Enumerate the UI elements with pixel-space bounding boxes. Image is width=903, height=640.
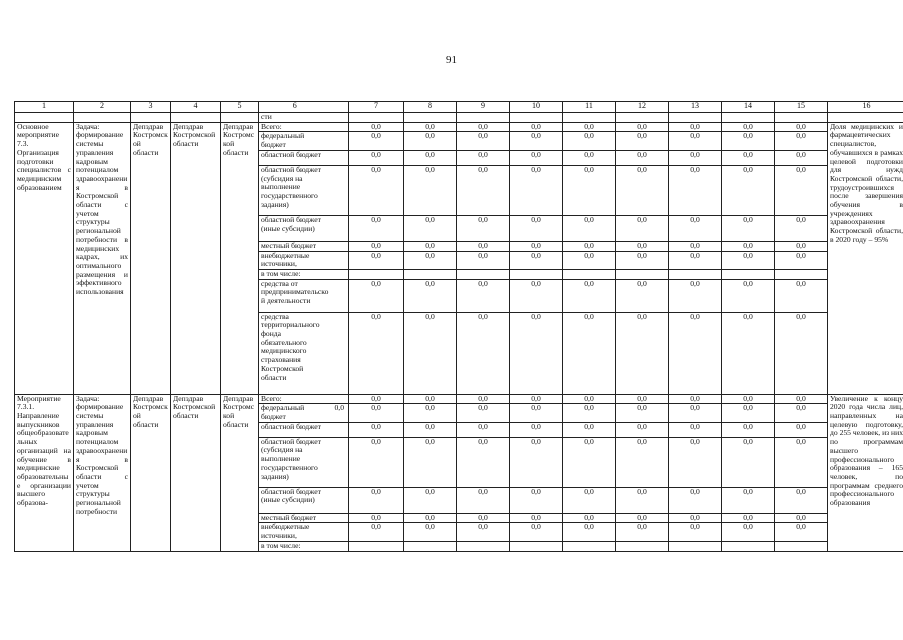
value-cell: 0,0 — [457, 312, 510, 394]
spacer-cell — [331, 241, 349, 251]
value-cell: 0,0 — [510, 165, 563, 215]
value-cell: 0,0 — [775, 523, 828, 541]
funding-source-cell: средства от предпринимательской деятельности — [259, 279, 331, 312]
value-cell: 0,0 — [616, 150, 669, 165]
value-cell: 0,0 — [775, 312, 828, 394]
activity-cell: Мероприятие 7.3.1. Направление выпускников общеобразовательных организаций на обучение в медицинские образовательные организации высшего образова- — [15, 394, 74, 551]
empty-cell — [171, 113, 221, 123]
funding-source-cell: областной бюджет (иные субсидии) — [259, 487, 331, 513]
value-cell: 0,0 — [722, 394, 775, 404]
value-cell: 0,0 — [349, 523, 404, 541]
value-cell: 0,0 — [349, 122, 404, 132]
value-cell: 0,0 — [616, 279, 669, 312]
value-cell: 0,0 — [775, 150, 828, 165]
value-cell: 0,0 — [775, 122, 828, 132]
value-cell: 0,0 — [563, 513, 616, 523]
budget-table — [14, 101, 903, 552]
value-cell: 0,0 — [510, 279, 563, 312]
funding-source-cell: средства территориального фонда обязательного медицинского страхования Костромской области — [259, 312, 331, 394]
value-cell: 0,0 — [563, 394, 616, 404]
header-cell: 6 — [259, 102, 331, 113]
value-cell: 0,0 — [563, 279, 616, 312]
value-cell: 0,0 — [616, 394, 669, 404]
funding-source-cell: местный бюджет — [259, 513, 331, 523]
value-cell — [669, 541, 722, 551]
header-cell: 8 — [404, 102, 457, 113]
value-cell: 0,0 — [669, 312, 722, 394]
header-cell: 13 — [669, 102, 722, 113]
value-cell: 0,0 — [457, 150, 510, 165]
value-cell: 0,0 — [349, 279, 404, 312]
value-cell: 0,0 — [349, 165, 404, 215]
value-cell: 0,0 — [510, 523, 563, 541]
value-cell: 0,0 — [722, 437, 775, 487]
value-cell — [722, 269, 775, 279]
task-cell: Задача: формирование системы управления кадровым потенциалом здравоохранения в Костромской области с учетом структуры региональной потребности в медицинских кадрах, их оптимального размещения и эффективного использования — [74, 122, 131, 394]
value-cell: 0,0 — [457, 165, 510, 215]
continuation-text: сти — [259, 113, 331, 123]
value-cell: 0,0 — [563, 404, 616, 422]
value-cell: 0,0 — [669, 279, 722, 312]
value-cell: 0,0 — [563, 437, 616, 487]
value-cell: 0,0 — [349, 513, 404, 523]
value-cell: 0,0 — [669, 404, 722, 422]
value-cell: 0,0 — [563, 165, 616, 215]
value-cell: 0,0 — [510, 404, 563, 422]
value-cell: 0,0 — [331, 404, 349, 422]
value-cell: 0,0 — [616, 251, 669, 269]
value-cell: 0,0 — [404, 132, 457, 150]
table-header — [15, 102, 903, 113]
value-cell: 0,0 — [616, 215, 669, 241]
value-cell: 0,0 — [722, 422, 775, 437]
value-cell: 0,0 — [457, 251, 510, 269]
spacer-cell — [331, 165, 349, 215]
spacer-cell — [331, 251, 349, 269]
spacer-cell — [331, 122, 349, 132]
header-cell: 9 — [457, 102, 510, 113]
value-cell: 0,0 — [722, 165, 775, 215]
value-cell: 0,0 — [510, 422, 563, 437]
value-cell: 0,0 — [349, 251, 404, 269]
header-cell: 1 — [15, 102, 74, 113]
empty-cell — [563, 113, 616, 123]
value-cell: 0,0 — [616, 513, 669, 523]
value-cell: 0,0 — [669, 437, 722, 487]
header-cell — [331, 102, 349, 113]
value-cell: 0,0 — [404, 122, 457, 132]
value-cell: 0,0 — [457, 437, 510, 487]
value-cell: 0,0 — [510, 513, 563, 523]
value-cell: 0,0 — [616, 132, 669, 150]
empty-cell — [457, 113, 510, 123]
value-cell: 0,0 — [722, 132, 775, 150]
value-cell: 0,0 — [563, 523, 616, 541]
value-cell: 0,0 — [722, 523, 775, 541]
value-cell: 0,0 — [775, 422, 828, 437]
table-row — [15, 122, 903, 132]
value-cell: 0,0 — [404, 241, 457, 251]
value-cell — [404, 541, 457, 551]
value-cell: 0,0 — [457, 523, 510, 541]
value-cell: 0,0 — [669, 150, 722, 165]
page-number: 91 — [446, 54, 457, 66]
value-cell: 0,0 — [349, 422, 404, 437]
value-cell — [510, 269, 563, 279]
value-cell: 0,0 — [349, 404, 404, 422]
funding-source-cell: внебюджетные источники, — [259, 251, 331, 269]
value-cell: 0,0 — [669, 513, 722, 523]
value-cell: 0,0 — [669, 241, 722, 251]
value-cell: 0,0 — [510, 122, 563, 132]
value-cell: 0,0 — [669, 215, 722, 241]
value-cell: 0,0 — [563, 122, 616, 132]
participant-cell: Депздрав Костромской области — [221, 122, 259, 394]
value-cell: 0,0 — [349, 312, 404, 394]
value-cell: 0,0 — [404, 437, 457, 487]
spacer-cell — [331, 541, 349, 551]
value-cell: 0,0 — [457, 404, 510, 422]
value-cell: 0,0 — [510, 394, 563, 404]
spacer-cell — [331, 215, 349, 241]
spacer-cell — [331, 523, 349, 541]
header-row — [15, 102, 903, 113]
funding-source-cell: областной бюджет — [259, 422, 331, 437]
value-cell: 0,0 — [669, 422, 722, 437]
value-cell: 0,0 — [616, 487, 669, 513]
value-cell: 0,0 — [669, 251, 722, 269]
value-cell — [616, 269, 669, 279]
executor-cell: Депздрав Костромской области — [131, 122, 171, 394]
value-cell: 0,0 — [775, 513, 828, 523]
value-cell: 0,0 — [775, 165, 828, 215]
value-cell — [563, 541, 616, 551]
value-cell: 0,0 — [349, 215, 404, 241]
spacer-cell — [331, 437, 349, 487]
value-cell: 0,0 — [616, 241, 669, 251]
value-cell: 0,0 — [404, 523, 457, 541]
value-cell: 0,0 — [722, 279, 775, 312]
value-cell: 0,0 — [722, 487, 775, 513]
value-cell: 0,0 — [510, 215, 563, 241]
value-cell: 0,0 — [457, 422, 510, 437]
funding-source-cell: областной бюджет — [259, 150, 331, 165]
value-cell: 0,0 — [616, 422, 669, 437]
value-cell: 0,0 — [563, 132, 616, 150]
value-cell: 0,0 — [510, 251, 563, 269]
funding-source-cell: областной бюджет (иные субсидии) — [259, 215, 331, 241]
value-cell: 0,0 — [722, 404, 775, 422]
value-cell: 0,0 — [457, 132, 510, 150]
value-cell — [616, 541, 669, 551]
value-cell: 0,0 — [722, 215, 775, 241]
table-body — [15, 113, 903, 552]
empty-cell — [221, 113, 259, 123]
value-cell: 0,0 — [404, 150, 457, 165]
value-cell — [510, 541, 563, 551]
empty-cell — [15, 113, 74, 123]
value-cell — [775, 269, 828, 279]
value-cell: 0,0 — [775, 215, 828, 241]
result-cell: Увеличение к концу 2020 года числа лиц, направленных на целевую подготовку, до 255 человек, из них по программам высшего профессионального образования – 165 человек, по программам среднего профессионального образования — [828, 394, 903, 551]
value-cell: 0,0 — [775, 251, 828, 269]
header-cell: 4 — [171, 102, 221, 113]
funding-source-cell: областной бюджет (субсидия на выполнение государственного задания) — [259, 165, 331, 215]
value-cell: 0,0 — [349, 241, 404, 251]
value-cell — [722, 541, 775, 551]
spacer-cell — [331, 513, 349, 523]
value-cell: 0,0 — [349, 132, 404, 150]
value-cell: 0,0 — [457, 215, 510, 241]
value-cell: 0,0 — [775, 487, 828, 513]
spacer-cell — [331, 279, 349, 312]
value-cell: 0,0 — [563, 422, 616, 437]
spacer-cell — [331, 394, 349, 404]
funding-source-cell: Всего: — [259, 394, 331, 404]
value-cell — [349, 541, 404, 551]
header-cell: 15 — [775, 102, 828, 113]
empty-cell — [616, 113, 669, 123]
value-cell — [775, 541, 828, 551]
empty-cell — [510, 113, 563, 123]
value-cell: 0,0 — [404, 251, 457, 269]
value-cell — [669, 269, 722, 279]
funding-source-cell: внебюджетные источники, — [259, 523, 331, 541]
value-cell: 0,0 — [775, 241, 828, 251]
funding-source-cell: федеральный бюджет — [259, 404, 331, 422]
value-cell: 0,0 — [404, 279, 457, 312]
value-cell: 0,0 — [404, 404, 457, 422]
value-cell: 0,0 — [563, 241, 616, 251]
empty-cell — [722, 113, 775, 123]
value-cell: 0,0 — [510, 437, 563, 487]
value-cell: 0,0 — [616, 122, 669, 132]
header-cell: 7 — [349, 102, 404, 113]
value-cell: 0,0 — [616, 437, 669, 487]
funding-source-cell: местный бюджет — [259, 241, 331, 251]
value-cell: 0,0 — [404, 165, 457, 215]
value-cell: 0,0 — [775, 394, 828, 404]
empty-cell — [74, 113, 131, 123]
header-cell: 2 — [74, 102, 131, 113]
value-cell: 0,0 — [404, 215, 457, 241]
value-cell: 0,0 — [775, 132, 828, 150]
value-cell: 0,0 — [775, 279, 828, 312]
value-cell: 0,0 — [669, 487, 722, 513]
value-cell — [404, 269, 457, 279]
value-cell: 0,0 — [616, 523, 669, 541]
value-cell: 0,0 — [722, 150, 775, 165]
result-cell: Доля медицинских и фармацевтических специалистов, обучавшихся в рамках целевой подготовки для нужд Костромской области, трудоустроившихся после завершения обучения в учреждениях здравоохранения Костромской области, в 2020 году – 95% — [828, 122, 903, 394]
continuation-row — [15, 113, 903, 123]
header-cell: 11 — [563, 102, 616, 113]
value-cell: 0,0 — [404, 394, 457, 404]
value-cell — [349, 269, 404, 279]
task-cell: Задача: формирование системы управления кадровым потенциалом здравоохранения в Костромской области с учетом структуры региональной потребности — [74, 394, 131, 551]
value-cell: 0,0 — [510, 241, 563, 251]
spacer-cell — [331, 312, 349, 394]
value-cell: 0,0 — [722, 122, 775, 132]
participant-cell: Депздрав Костромской области — [221, 394, 259, 551]
value-cell: 0,0 — [669, 165, 722, 215]
spacer-cell — [331, 487, 349, 513]
value-cell — [563, 269, 616, 279]
value-cell: 0,0 — [775, 404, 828, 422]
value-cell: 0,0 — [404, 312, 457, 394]
value-cell: 0,0 — [616, 165, 669, 215]
value-cell: 0,0 — [457, 122, 510, 132]
funding-source-cell: федеральный бюджет — [259, 132, 331, 150]
spacer-cell — [331, 150, 349, 165]
value-cell: 0,0 — [616, 404, 669, 422]
value-cell: 0,0 — [722, 251, 775, 269]
value-cell: 0,0 — [669, 132, 722, 150]
funding-source-cell: в том числе: — [259, 269, 331, 279]
header-cell: 3 — [131, 102, 171, 113]
spacer-cell — [331, 422, 349, 437]
coexecutor-cell: Депздрав Костромской области — [171, 122, 221, 394]
value-cell: 0,0 — [404, 487, 457, 513]
value-cell: 0,0 — [349, 150, 404, 165]
funding-source-cell: в том числе: — [259, 541, 331, 551]
value-cell: 0,0 — [404, 422, 457, 437]
table-row — [15, 394, 903, 404]
funding-source-cell: областной бюджет (субсидия на выполнение государственного задания) — [259, 437, 331, 487]
spacer-cell — [331, 132, 349, 150]
value-cell: 0,0 — [669, 394, 722, 404]
value-cell: 0,0 — [563, 487, 616, 513]
value-cell: 0,0 — [349, 394, 404, 404]
coexecutor-cell: Депздрав Костромской области — [171, 394, 221, 551]
value-cell: 0,0 — [669, 122, 722, 132]
value-cell: 0,0 — [563, 215, 616, 241]
value-cell: 0,0 — [457, 241, 510, 251]
spacer-cell — [331, 269, 349, 279]
value-cell: 0,0 — [616, 312, 669, 394]
value-cell: 0,0 — [563, 150, 616, 165]
empty-cell — [775, 113, 828, 123]
value-cell: 0,0 — [775, 437, 828, 487]
value-cell: 0,0 — [510, 312, 563, 394]
value-cell: 0,0 — [563, 251, 616, 269]
empty-cell — [828, 113, 903, 123]
empty-cell — [669, 113, 722, 123]
header-cell: 16 — [828, 102, 903, 113]
activity-cell: Основное мероприятие 7.3. Организация подготовки специалистов с медицинским образованием — [15, 122, 74, 394]
value-cell: 0,0 — [510, 132, 563, 150]
value-cell: 0,0 — [669, 523, 722, 541]
value-cell: 0,0 — [457, 394, 510, 404]
header-cell: 10 — [510, 102, 563, 113]
value-cell: 0,0 — [349, 437, 404, 487]
header-cell: 14 — [722, 102, 775, 113]
empty-cell — [349, 113, 404, 123]
value-cell: 0,0 — [510, 150, 563, 165]
value-cell — [457, 269, 510, 279]
value-cell: 0,0 — [722, 513, 775, 523]
value-cell: 0,0 — [457, 513, 510, 523]
value-cell: 0,0 — [457, 279, 510, 312]
header-cell: 12 — [616, 102, 669, 113]
value-cell: 0,0 — [722, 312, 775, 394]
executor-cell: Депздрав Костромской области — [131, 394, 171, 551]
funding-source-cell: Всего: — [259, 122, 331, 132]
empty-cell — [131, 113, 171, 123]
empty-cell — [331, 113, 349, 123]
value-cell: 0,0 — [457, 487, 510, 513]
value-cell — [457, 541, 510, 551]
value-cell: 0,0 — [722, 241, 775, 251]
header-cell: 5 — [221, 102, 259, 113]
value-cell: 0,0 — [510, 487, 563, 513]
value-cell: 0,0 — [404, 513, 457, 523]
empty-cell — [404, 113, 457, 123]
value-cell: 0,0 — [563, 312, 616, 394]
value-cell: 0,0 — [349, 487, 404, 513]
